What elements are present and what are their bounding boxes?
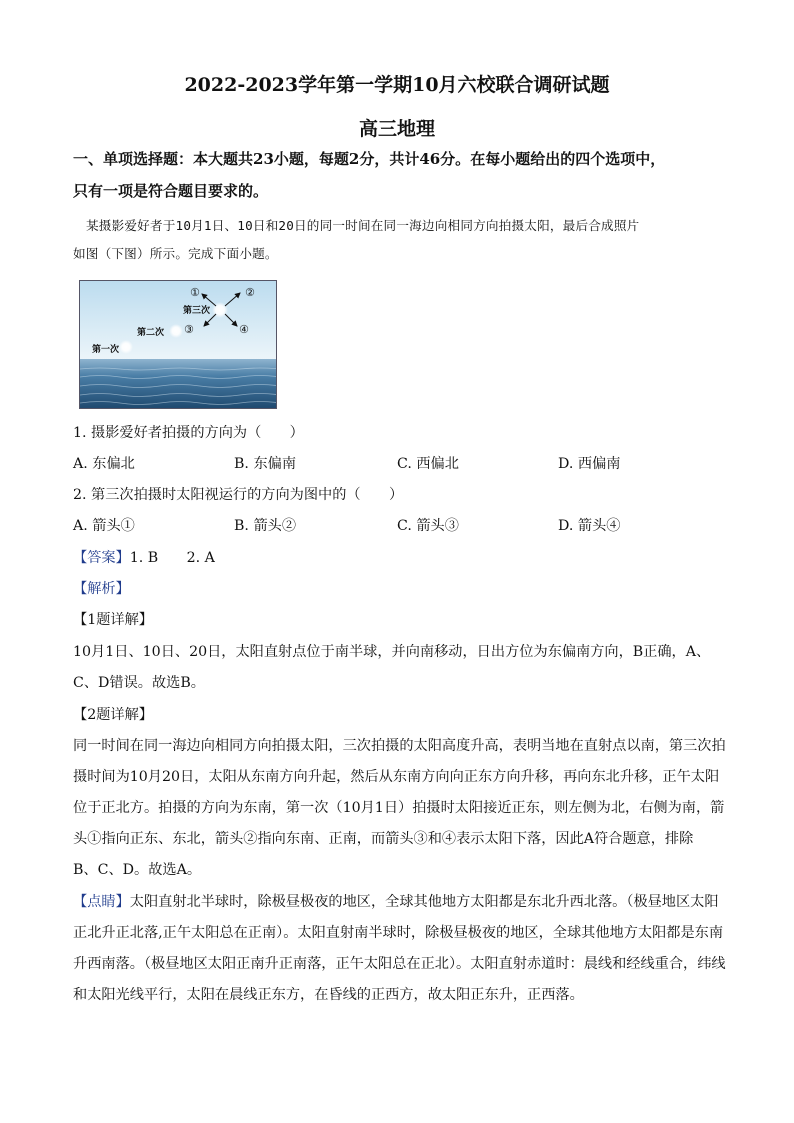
q1-option-d: D. 西偏南 — [558, 456, 621, 472]
sun-photo-figure — [79, 280, 277, 409]
tip-line-4: 和太阳光线平行，太阳在晨线正东方，在昏线的正西方，故太阳正东升，正西落。 — [73, 987, 584, 1003]
detail-2-line-1: 同一时间在同一海边向相同方向拍摄太阳，三次拍摄的太阳高度升高，表明当地在直射点以南，第三次拍 — [73, 738, 726, 754]
exam-title: 2022-2023学年第一学期10月六校联合调研试题 — [184, 74, 610, 96]
arrow-label-2: ② — [245, 286, 255, 299]
tip-line-2: 正北升正北落,正午太阳总在正南）。太阳直射南半球时，除极昼极夜的地区，全球其他地方太阳都是东南 — [73, 925, 724, 941]
detail-2-line-2: 摄时间为10月20日，太阳从东南方向升起，然后从东南方向向正东方向升移，再向东北升移，正午太阳 — [73, 769, 720, 785]
question-2-stem: 2. 第三次拍摄时太阳视运行的方向为图中的（ ） — [73, 487, 404, 503]
arrow-label-3: ③ — [184, 323, 194, 336]
arrow-label-4: ④ — [239, 323, 249, 336]
sea — [80, 359, 276, 408]
label-second: 第二次 — [137, 328, 165, 338]
section-heading-line1: 一、单项选择题：本大题共23小题，每题2分，共计46分。在每小题给出的四个选项中， — [73, 150, 666, 168]
intro-line2: 如图（下图）所示。完成下面小题。 — [73, 246, 278, 261]
q1-option-c: C. 西偏北 — [397, 456, 459, 472]
detail-2-tag: 【2题详解】 — [73, 707, 153, 723]
q2-option-c: C. 箭头③ — [397, 518, 459, 534]
q2-option-b: B. 箭头② — [234, 518, 297, 534]
label-first: 第一次 — [92, 345, 120, 355]
tip-line-3: 升西南落。（极昼地区太阳正南升正南落，正午太阳总在正北）。太阳直射赤道时：晨线和经线重合，纬线 — [73, 956, 726, 972]
answer-line — [73, 547, 723, 567]
detail-2-line-3: 位于正北方。拍摄的方向为东南，第一次（10月1日）拍摄时太阳接近正东，则左侧为北，右侧为南，箭 — [73, 800, 725, 816]
intro-line1: 某摄影爱好者于10月1日、10日和20日的同一时间在同一海边向相同方向拍摄太阳，最后合成照片 — [86, 218, 640, 233]
detail-1-tag: 【1题详解】 — [73, 612, 153, 628]
detail-1-line-1: 10月1日、10日、20日，太阳直射点位于南半球，并向南移动，日出方位为东偏南方向，B正确，A、 — [73, 644, 711, 660]
answer-tag: 【答案】 — [73, 550, 130, 566]
tip-line-1 — [73, 891, 723, 911]
detail-2-line-4: 头①指向正东、东北，箭头②指向东南、正南，而箭头③和④表示太阳下落，因此A符合题意，排除 — [73, 831, 694, 847]
exam-subject: 高三地理 — [358, 118, 435, 140]
sun-first — [119, 340, 133, 354]
label-third: 第三次 — [183, 306, 211, 316]
analysis-tag: 【解析】 — [73, 581, 130, 597]
sun-photo-svg — [80, 281, 276, 408]
q1-option-a: A. 东偏北 — [73, 456, 135, 472]
section-heading-line2: 只有一项是符合题目要求的。 — [73, 182, 269, 200]
q2-option-d: D. 箭头④ — [558, 518, 621, 534]
q2-option-a: A. 箭头① — [73, 518, 135, 534]
detail-1-line-2: C、D错误。故选B。 — [73, 675, 205, 691]
tip-tag: 【点睛】 — [73, 894, 130, 910]
tip-text-1: 太阳直射北半球时，除极昼极夜的地区，全球其他地方太阳都是东北升西北落。（极昼地区太阳 — [129, 894, 719, 910]
detail-2-line-5: B、C、D。故选A。 — [73, 862, 202, 878]
arrow-label-1: ① — [190, 286, 200, 299]
q1-option-b: B. 东偏南 — [234, 456, 297, 472]
answer-text: 1. B 2. A — [129, 550, 215, 566]
question-1-stem: 1. 摄影爱好者拍摄的方向为（ ） — [73, 425, 304, 441]
sun-second — [169, 324, 183, 338]
